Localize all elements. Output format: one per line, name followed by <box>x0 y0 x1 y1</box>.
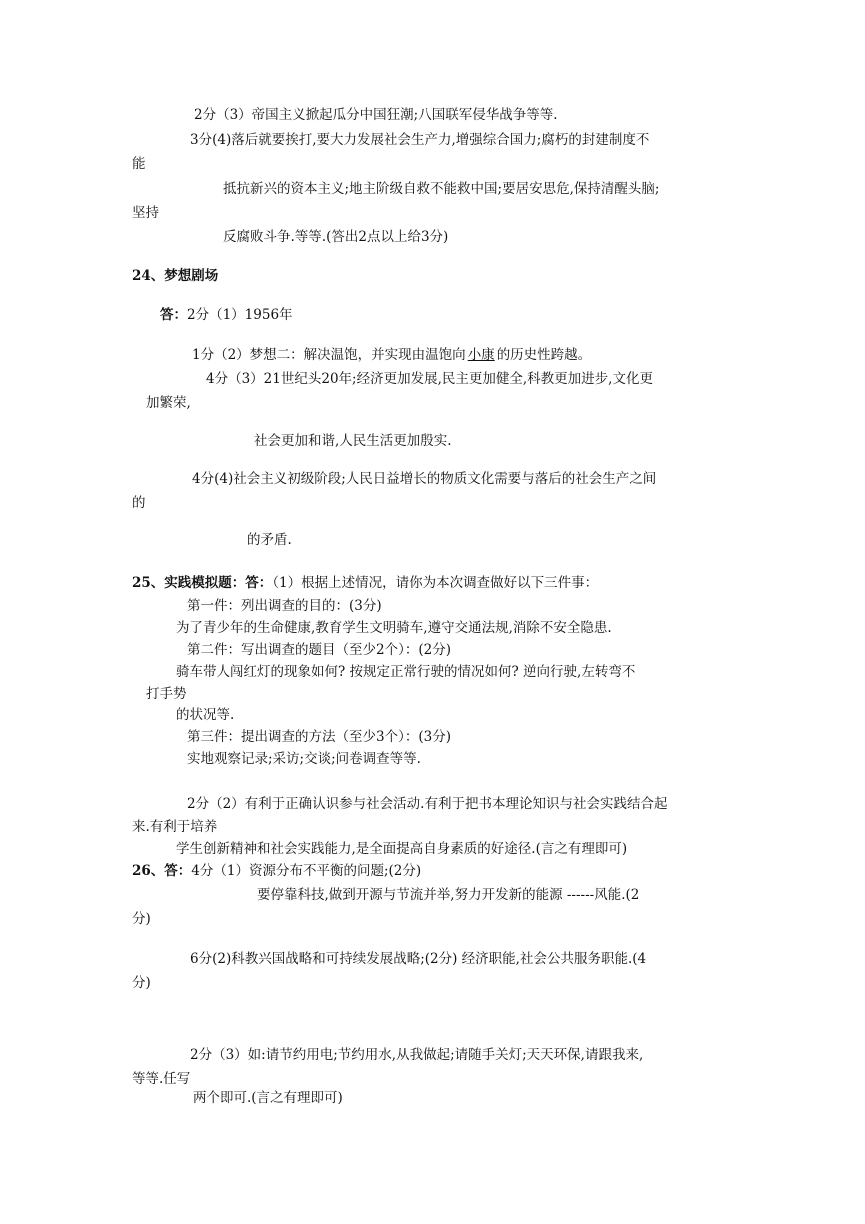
answer-line <box>160 306 293 324</box>
answer-label: 答： <box>160 307 187 323</box>
text-line: 为了青少年的生命健康,教育学生文明骑车,遵守交通法规,消除不安全隐患. <box>176 620 612 636</box>
question-heading-26: 26、答： <box>132 863 192 879</box>
text-line: 4分(4)社会主义初级阶段;人民日益增长的物质文化需要与落后的社会生产之间 <box>192 471 657 487</box>
answer-text: 2分（1）1956年 <box>187 307 293 323</box>
text-line: 要停靠科技,做到开源与节流并举,努力开发新的能源 ------风能.(2 <box>257 887 640 903</box>
text-line: 分) <box>132 975 151 991</box>
answer-line <box>132 574 598 592</box>
text-line: 学生创新精神和社会实践能力,是全面提高自身素质的好途径.(言之有理即可) <box>176 841 628 857</box>
text-line: 2分（3）帝国主义掀起瓜分中国狂潮;八国联军侵华战争等等. <box>194 107 558 123</box>
text-line: 社会更加和谐,人民生活更加殷实. <box>254 433 452 449</box>
text-line: 抵抗新兴的资本主义;地主阶级自救不能救中国;要居安思危,保持清醒头脑; <box>223 181 660 197</box>
text-line: 第一件：列出调查的目的：(3分) <box>187 598 382 614</box>
text-line: 坚持 <box>132 205 159 221</box>
fill-blank-answer: 小康 <box>467 347 495 363</box>
question-heading-25: 25、实践模拟题：答： <box>132 575 273 591</box>
text-line: 2分（3）如:请节约用电;节约用水,从我做起;请随手关灯;天天环保,请跟我来, <box>190 1047 644 1063</box>
text-line: 3分(4)落后就要挨打,要大力发展社会生产力,增强综合国力;腐朽的封建制度不 <box>190 132 650 148</box>
text-line: 骑车带人闯红灯的现象如何? 按规定正常行驶的情况如何? 逆向行驶,左转弯不 <box>176 664 636 680</box>
answer-text: 的历史性跨越。 <box>496 347 592 363</box>
text-line: 反腐败斗争.等等.(答出2点以上给3分) <box>223 229 449 245</box>
text-line: 第三件：提出调查的方法（至少3个）：(3分) <box>187 729 451 745</box>
text-line: 的矛盾. <box>247 532 292 548</box>
text-line: 4分（3）21世纪头20年;经济更加发展,民主更加健全,科教更加进步,文化更 <box>206 371 653 387</box>
answer-text: 4分（1）资源分布不平衡的问题;(2分) <box>191 863 422 879</box>
text-line: 第二件：写出调查的题目（至少2个）：(2分) <box>187 642 451 658</box>
question-heading-24: 24、梦想剧场 <box>132 268 219 284</box>
text-line: 来.有利于培养 <box>132 819 218 835</box>
text-line: 2分（2）有利于正确认识参与社会活动.有利于把书本理论知识与社会实践结合起 <box>187 796 668 812</box>
answer-line <box>192 346 591 364</box>
text-line: 的 <box>132 495 146 511</box>
answer-text: 1分（2）梦想二：解决温饱，并实现由温饱向 <box>192 347 466 363</box>
text-line: 的状况等. <box>176 707 235 723</box>
text-line: 加繁荣, <box>146 395 191 411</box>
text-line: 能 <box>132 156 146 172</box>
answer-text: （1）根据上述情况，请你为本次调查做好以下三件事： <box>272 575 599 591</box>
text-line: 实地观察记录;采访;交谈;问卷调查等等. <box>187 751 421 767</box>
text-line: 打手势 <box>146 686 187 702</box>
answer-line <box>132 862 421 880</box>
text-line: 6分(2)科教兴国战略和可持续发展战略;(2分) 经济职能,社会公共服务职能.(4 <box>190 951 647 967</box>
text-line: 两个即可.(言之有理即可) <box>193 1090 343 1106</box>
text-line: 分) <box>132 911 151 927</box>
text-line: 等等.任写 <box>132 1071 191 1087</box>
